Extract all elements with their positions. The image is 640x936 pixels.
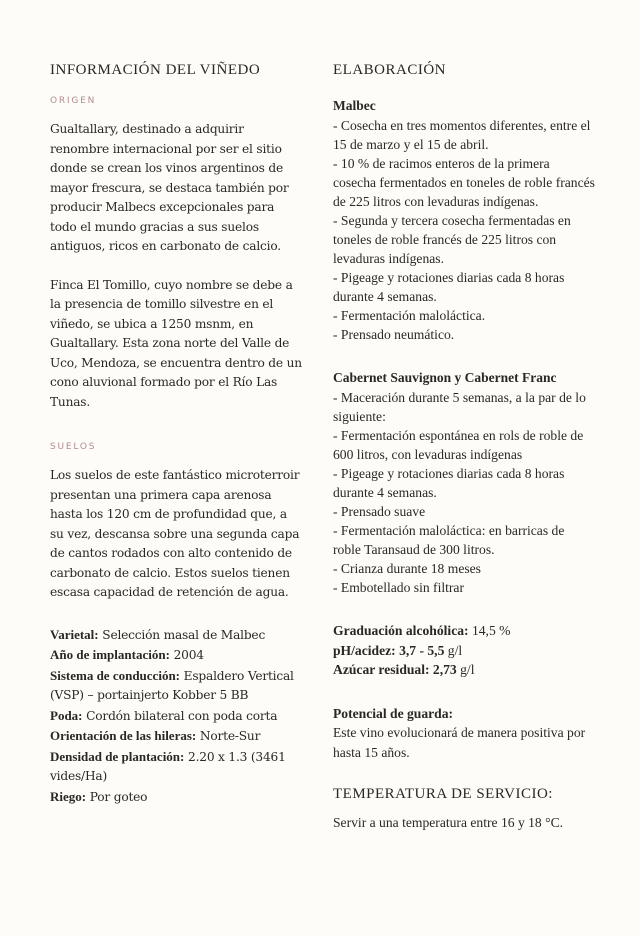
- vineyard-specs: [50, 625, 302, 808]
- soils-paragraph: Los suelos de este fantástico microterroir presentan una primera capa arenosa hasta los 120 cm de profundidad que, a su vez, descansa sobre una segunda capa de cantos rodados con alto contenido de carbonato de calcio. Estos suelos tienen escasa capacidad de retención de agua.: [50, 468, 300, 599]
- aging-potential-label: Potencial de guarda:: [333, 705, 454, 721]
- malbec-block: [333, 96, 595, 344]
- malbec-title: Malbec: [333, 98, 376, 113]
- cabernet-step: - Pigeage y rotaciones diarias cada 8 horas durante 4 semanas.: [333, 466, 565, 500]
- serving-temperature-heading: TEMPERATURA DE SERVICIO:: [333, 786, 553, 802]
- malbec-step: - Fermentación maloláctica.: [333, 308, 486, 323]
- ph-acidity: pH/acidez: 3,7 - 5,5 g/l: [333, 642, 463, 658]
- spec-planting-year: Año de implantación: 2004: [50, 647, 204, 662]
- malbec-step: - 10 % de racimos enteros de la primera cosecha fermentados en toneles de roble francés de 225 litros con levaduras indígenas.: [333, 156, 595, 209]
- cabernet-step: - Embotellado sin filtrar: [333, 580, 464, 595]
- residual-sugar: Azúcar residual: 2,73 g/l: [333, 662, 475, 677]
- spec-training-system: Sistema de conducción: Espaldero Vertical (VSP) – portainjerto Kobber 5 BB: [50, 667, 294, 702]
- winemaking-column: [333, 62, 595, 832]
- cabernet-step: - Maceración durante 5 semanas, a la par de lo siguiente:: [333, 390, 586, 424]
- origin-label: ORIGEN: [50, 96, 97, 106]
- cabernet-step: - Prensado suave: [333, 504, 426, 519]
- origin-paragraph-1: Gualtallary, destinado a adquirir renombre internacional por ser el sitio donde se crean los vinos argentinos de mayor frescura, se destaca también por producir Malbecs excepcionales para todo el mundo gracias a sus suelos antiguos, ricos en carbonato de calcio.: [50, 122, 289, 253]
- alcohol-content: Graduación alcohólica: 14,5 %: [333, 623, 511, 638]
- aging-potential-block: [333, 704, 595, 763]
- cabernet-step: - Fermentación maloláctica: en barricas de roble Taransaud de 300 litros.: [333, 523, 565, 557]
- spec-varietal: Varietal: Selección masal de Malbec: [50, 626, 266, 642]
- cabernet-step: - Crianza durante 18 meses: [333, 561, 481, 576]
- vineyard-info-heading: INFORMACIÓN DEL VIÑEDO: [50, 62, 261, 78]
- malbec-step: - Cosecha en tres momentos diferentes, entre el 15 de marzo y el 15 de abril.: [333, 118, 591, 152]
- spec-irrigation: Riego: Por goteo: [50, 788, 148, 804]
- cabernet-title: Cabernet Sauvignon y Cabernet Franc: [333, 370, 557, 385]
- aging-potential-text: Este vino evolucionará de manera positiva por hasta 15 años.: [333, 725, 586, 760]
- winemaking-heading: ELABORACIÓN: [333, 62, 446, 78]
- spec-planting-density: Densidad de plantación: 2.20 x 1.3 (3461 vides/Ha): [50, 748, 286, 783]
- soils-label: SUELOS: [50, 442, 97, 452]
- cabernet-step: - Fermentación espontánea en rols de roble de 600 litros, con levaduras indígenas: [333, 428, 584, 462]
- cabernet-block: [333, 368, 595, 597]
- malbec-step: - Segunda y tercera cosecha fermentadas en toneles de roble francés de 225 litros con levaduras indígenas.: [333, 213, 571, 266]
- vineyard-info-column: [50, 62, 302, 807]
- origin-paragraph-2: Finca El Tomillo, cuyo nombre se debe a la presencia de tomillo silvestre en el viñedo, se ubica a 1250 msnm, en Gualtallary. Esta zona norte del Valle de Uco, Mendoza, se encuentra dentro de un cono aluvional formado por el Río Las Tunas.: [50, 277, 302, 409]
- spec-row-orientation: Orientación de las hileras: Norte-Sur: [50, 728, 261, 743]
- malbec-step: - Prensado neumático.: [333, 327, 455, 342]
- serving-temperature-text: Servir a una temperatura entre 16 y 18 °C.: [333, 815, 564, 830]
- spec-pruning: Poda: Cordón bilateral con poda corta: [50, 707, 278, 723]
- analysis-block: [333, 621, 595, 680]
- malbec-step: - Pigeage y rotaciones diarias cada 8 horas durante 4 semanas.: [333, 270, 565, 304]
